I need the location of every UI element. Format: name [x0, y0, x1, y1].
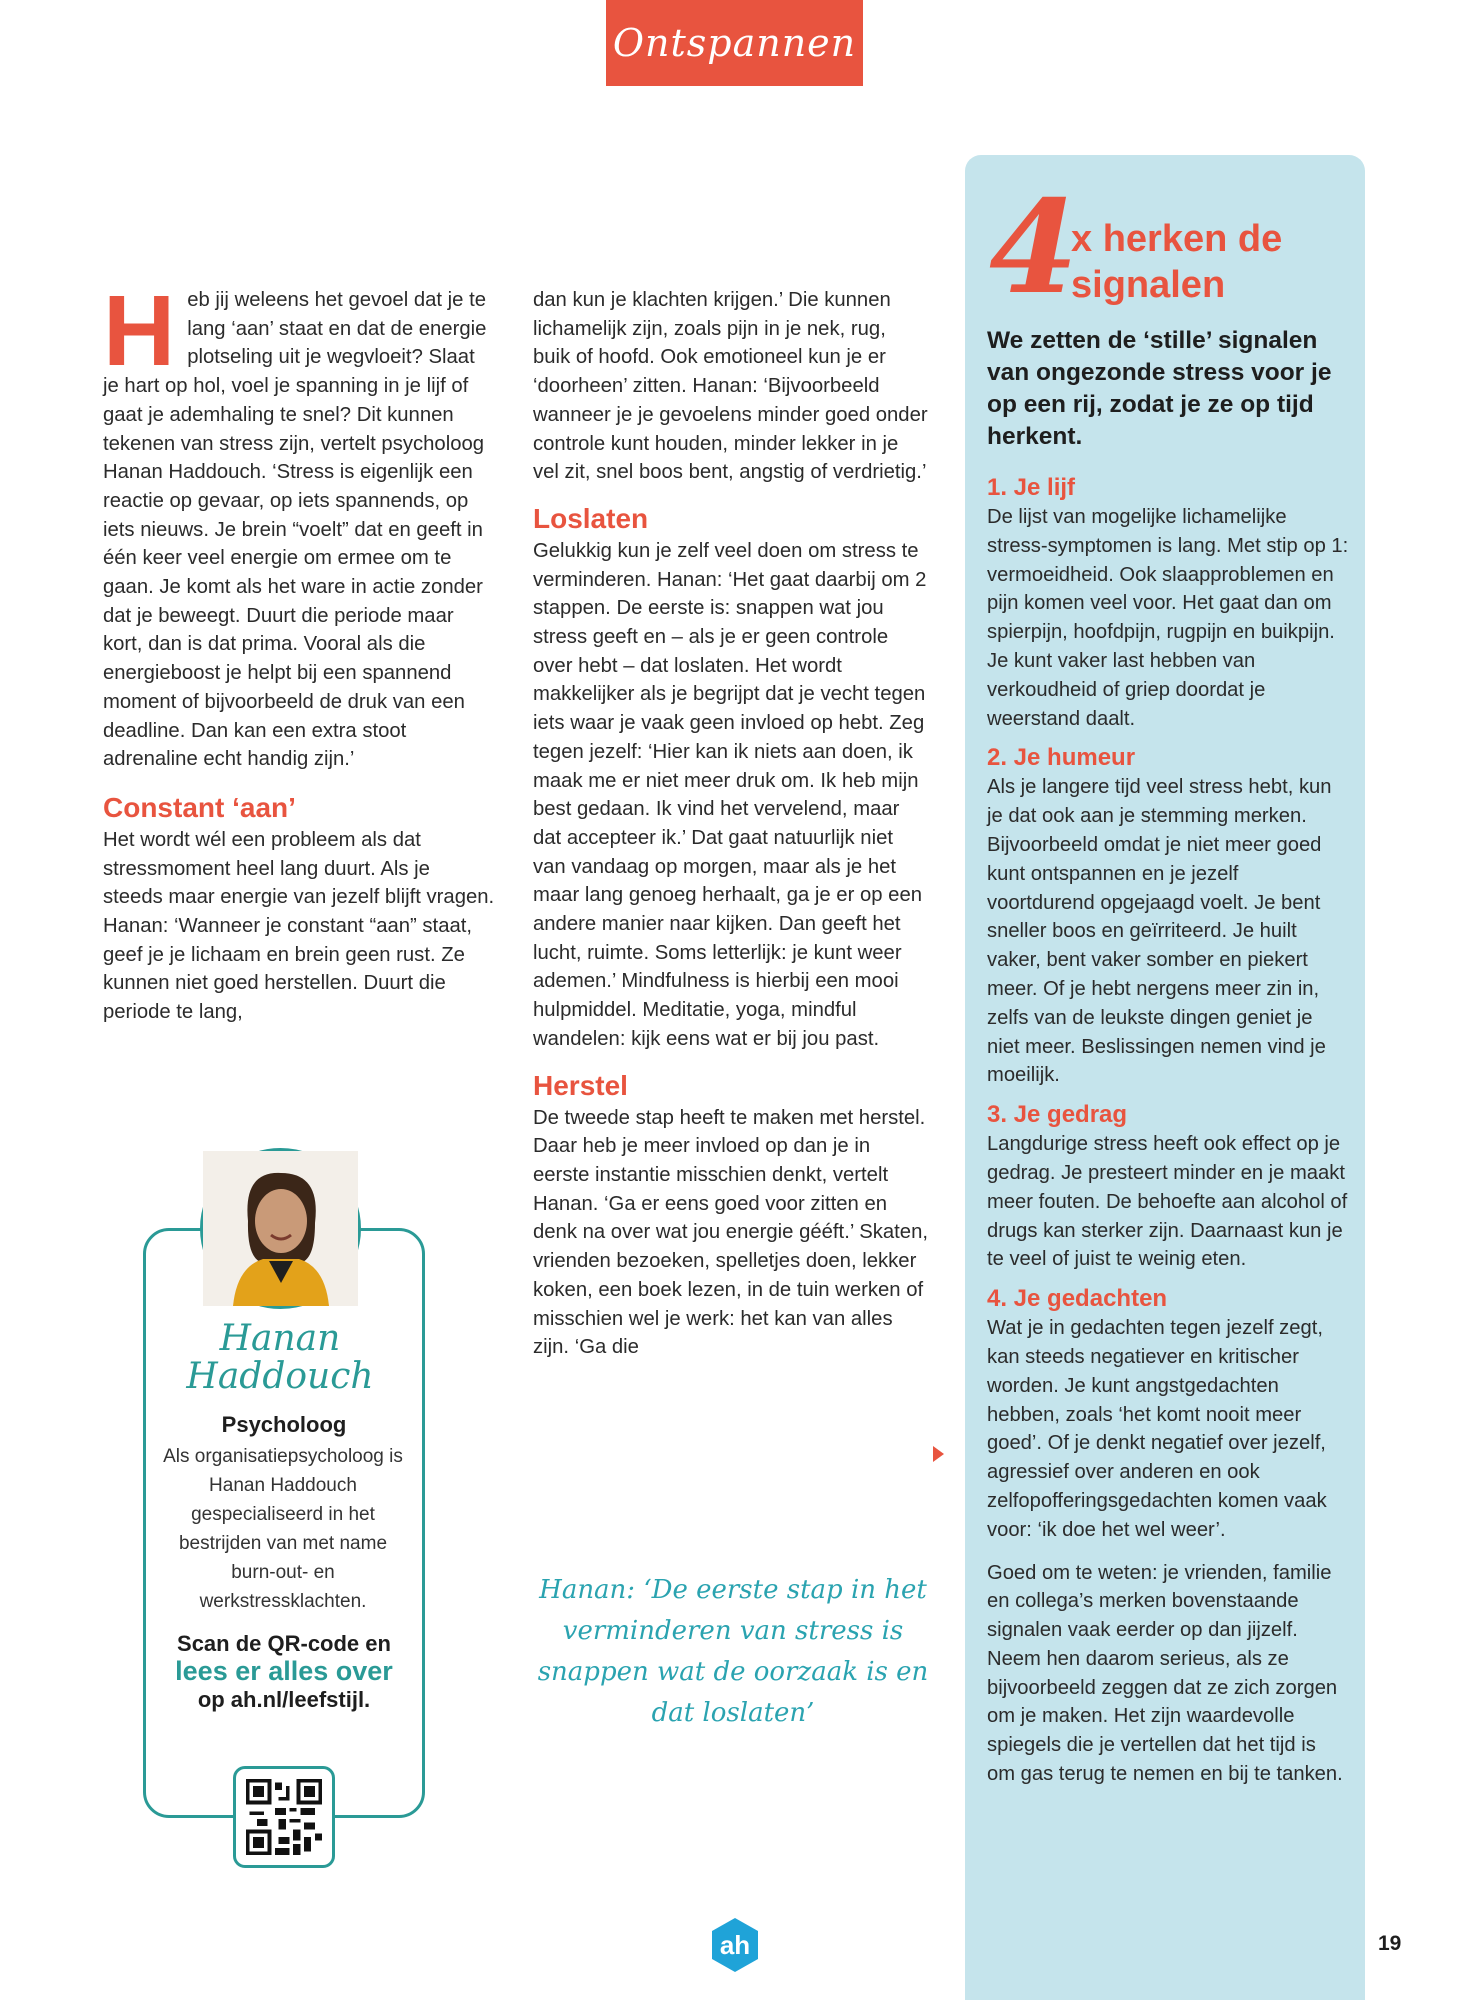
- profile-role: Psycholoog: [221, 1412, 347, 1437]
- signal-heading-humeur: 2. Je humeur: [987, 744, 1136, 772]
- section-tab: Ontspannen: [606, 0, 863, 86]
- sidebar-body: [987, 325, 1349, 1789]
- signal-text-humeur: Als je langere tijd veel stress hebt, kun je dat ook aan je stemming merken. Bijvoorbeeld omdat je niet meer goed kunt ontspannen en je jezelf voortdurend opgejaagd voelt. Je bent sneller boos en geïrriteerd. Je huilt vaker, bent vaker somber en piekert meer. Of je hebt nergens meer zin in, zelfs van de leukste dingen geniet je niet meer. Beslissingen nemen vind je moeilijk.: [987, 776, 1332, 1087]
- signal-text-gedachten: Wat je in gedachten tegen jezelf zegt, kan steeds negatiever en kritischer worden. Je kunt angstgedachten hebben, zoals ‘het komt nooit meer goed’. Of je denkt negatief over jezelf, agressief over anderen en ook zelfopofferingsgedachten komen vaak voor: ‘ik doe het wel weer’.: [987, 1317, 1327, 1541]
- signal-heading-gedachten: 4. Je gedachten: [987, 1285, 1168, 1313]
- drop-cap: H: [103, 275, 176, 387]
- sidebar-intro: We zetten de ‘stille’ signalen van ongezonde stress voor je op een rij, zodat je ze op tijd herkent.: [987, 327, 1332, 450]
- big-number-4: [985, 173, 1079, 323]
- section-heading-herstel: Herstel: [533, 1069, 628, 1101]
- qr-code-icon: [246, 1779, 322, 1855]
- big-number-text: 4: [989, 173, 1079, 323]
- section-text-loslaten: Gelukkig kun je zelf veel doen om stress te verminderen. Hanan: ‘Het gaat daarbij om 2 stappen. De eerste is: snappen wat jou stress geeft en – als je er geen controle over hebt – dat loslaten. Het wordt makkelijker als je begrijpt dat je vecht tegen iets waar je vaak geen invloed op hebt. Zeg tegen jezelf: ‘Hier kan ik niets aan doen, ik maak me er niet meer druk om. Ik heb mijn best gedaan. Ik vind het vervelend, maar dat accepteer ik.’ Dat gaat natuurlijk niet van vandaag op morgen, maar als je het maar lang genoeg herhaalt, ga je er op een andere manier naar kijken. Dan geeft het lucht, ruimte. Soms letterlijk: je kunt weer ademen.’ Mindfulness is hierbij een mooi hulpmiddel. Meditatie, yoga, mindful wandelen: kijk eens wat er bij jou past.: [533, 539, 927, 1050]
- pull-quote: Hanan: ‘De eerste stap in het verminderen van stress is snappen wat de oorzaak is en dat loslaten’: [537, 1575, 929, 1728]
- intro-text: eb jij weleens het gevoel dat je te lang ‘aan’ staat en dat de energie plotseling uit je wegvloeit? Slaat je hart op hol, voel je spanning in je lijf of gaat je ademhaling te snel? Dit kunnen tekenen van stress zijn, vertelt psycholoog Hanan Haddouch. ‘Stress is eigenlijk een reactie op gevaar, op iets spannends, op iets nieuws. Je brein “voelt” dat en geeft in één keer veel energie om ermee om te gaan. Je komt als het ware in actie zonder dat je beweegt. Duurt die periode maar kort, dan is dat prima. Vooral als die energieboost je helpt bij een spannend moment of bijvoorbeeld de druk van een deadline. Dan kan een extra stoot adrenaline echt handig zijn.’: [103, 289, 487, 771]
- section-heading-loslaten: Loslaten: [533, 502, 649, 534]
- avatar: [200, 1148, 361, 1309]
- person-photo-icon: [203, 1151, 358, 1306]
- cta-line-1: Scan de QR-code en: [177, 1631, 391, 1656]
- number-4-brush: [985, 173, 1079, 323]
- cta-line-3: op ah.nl/leefstijl.: [197, 1687, 371, 1712]
- section-heading-constant-aan: Constant ‘aan’: [103, 791, 296, 823]
- article-column-1: [103, 275, 495, 1027]
- ah-logo-icon: [706, 1916, 764, 1974]
- signal-heading-gedrag: 3. Je gedrag: [987, 1101, 1128, 1129]
- page-number: 19: [1378, 1932, 1402, 1955]
- qr-call-to-action: [143, 1630, 425, 1713]
- cta-line-2: lees er alles over: [175, 1656, 393, 1686]
- sidebar-note: Goed om te weten: je vrienden, familie en collega’s merken bovenstaande signalen vaak eerder op dan jijzelf. Neem hen daarom serieus, als ze bijvoorbeeld zeggen dat ze zich zorgen om je maken. Het zijn waardevolle spiegels die je vertellen dat het tijd is om gas terug te nemen en bij te tanken.: [987, 1561, 1343, 1786]
- column-2-intro: dan kun je klachten krijgen.’ Die kunnen lichamelijk zijn, zoals pijn in je nek, rug, buik of hoofd. Ook emotioneel kun je er ‘doorheen’ zitten. Hanan: ‘Bijvoorbeeld wanneer je je gevoelens minder goed onder controle kunt houden, minder lekker in je vel zit, snel boos bent, angstig of verdrietig.’: [533, 289, 928, 484]
- ah-logo: [706, 1916, 764, 1974]
- section-text-constant-aan: Het wordt wél een probleem als dat stressmoment heel lang duurt. Als je steeds maar energie van jezelf blijft vragen. Hanan: ‘Wanneer je constant “aan” staat, geef je je lichaam en brein geen rust. Ze kunnen niet goed herstellen. Duurt die periode te lang,: [103, 828, 495, 1024]
- signal-heading-lijf: 1. Je lijf: [987, 474, 1076, 501]
- sidebar-title: x herken de signalen: [1071, 218, 1283, 306]
- signal-text-lijf: De lijst van mogelijke lichamelijke stress-symptomen is lang. Met stip op 1: vermoeidheid. Ook slaapproblemen en pijn komen veel voor. Het gaat dan om spierpijn, hoofdpijn, rugpijn en buikpijn. Je kunt vaker last hebben van verkoudheid of griep doordat je weerstand daalt.: [987, 506, 1349, 730]
- continue-arrow-icon: [933, 1446, 944, 1462]
- article-column-2: [533, 286, 928, 1362]
- ah-logo-text: ah: [719, 1930, 751, 1960]
- qr-code[interactable]: [233, 1766, 335, 1868]
- section-text-herstel: De tweede stap heeft te maken met herstel. Daar heb je meer invloed op dan je in eerste instantie misschien denkt, vertelt Hanan. ‘Ga er eens goed voor zitten en denk na over wat jou energie gééft.’ Skaten, vrienden bezoeken, spelletjes doen, lekker koken, een boek lezen, in de tuin werken of misschien wel je werk: het kan van alles zijn. ‘Ga die: [533, 1106, 928, 1359]
- profile-bio: Als organisatiepsycholoog is Hanan Haddouch gespecialiseerd in het bestrijden van met name burn-out- en werkstressklachten.: [163, 1446, 403, 1612]
- profile-name: Hanan Haddouch: [186, 1318, 374, 1397]
- signal-text-gedrag: Langdurige stress heeft ook effect op je gedrag. Je presteert minder en je maakt meer fouten. De behoefte aan alcohol of drugs kan sterker zijn. Daarnaast kun je te veel of juist te weinig eten.: [987, 1133, 1348, 1271]
- article-intro: [103, 275, 495, 774]
